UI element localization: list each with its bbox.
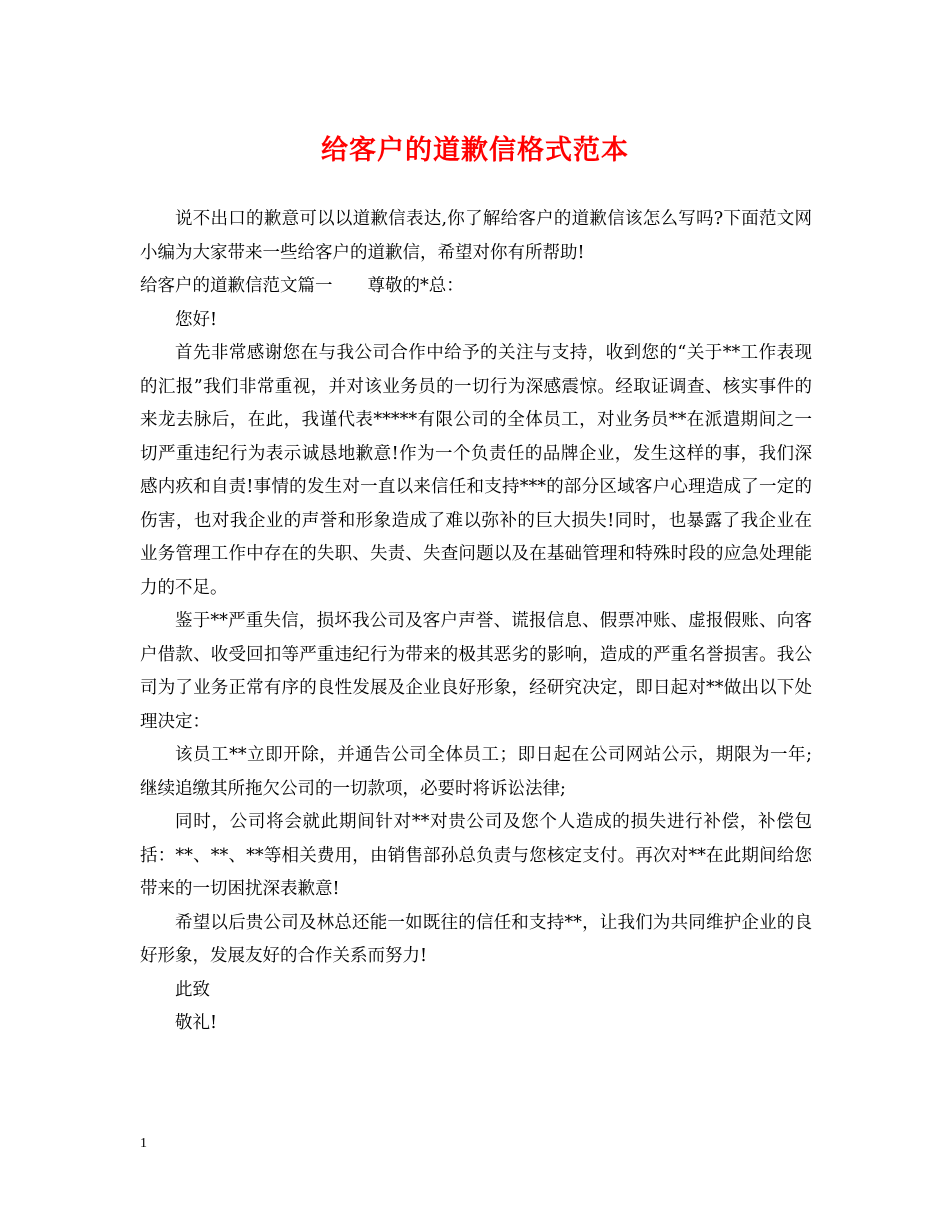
- document-title: 给客户的道歉信格式范本: [321, 135, 629, 166]
- letter-heading-line: 给客户的道歉信范文篇一 尊敬的*总：: [140, 276, 464, 296]
- salutation-line: 敬礼!: [175, 1013, 218, 1033]
- greeting-line: 您好!: [175, 309, 218, 330]
- document-body: [140, 203, 812, 1041]
- page-number: 1: [140, 1136, 147, 1151]
- body-paragraph: 希望以后贵公司及林总还能一如既往的信任和支持**，让我们为共同维护企业的良好形象，发展友好的合作关系而努力!: [140, 912, 812, 966]
- body-paragraph: 首先非常感谢您在与我公司合作中给予的关注与支持，收到您的“关于**工作表现的汇报”我们非常重视，并对该业务员的一切行为深感震惊。经取证调查、核实事件的来龙去脉后，在此，我谨代表*****有限公司的全体员工，对业务员**在派遣期间之一切严重违纪行为表示诚恳地歉意!作为一个负责任的品牌企业，发生这样的事，我们深感内疚和自责!事情的发生对一直以来信任和支持***的部分区域客户心理造成了一定的伤害，也对我企业的声誉和形象造成了难以弥补的巨大损失!同时，也暴露了我企业在业务管理工作中存在的失职、失责、失查问题以及在基础管理和特殊时段的应急处理能力的不足。: [140, 343, 812, 598]
- body-paragraph: 该员工**立即开除，并通告公司全体员工；即日起在公司网站公示，期限为一年; 继续追缴其所拖欠公司的一切款项，必要时将诉讼法律;: [140, 745, 812, 799]
- closing-line: 此致: [175, 979, 210, 1000]
- body-paragraph: 同时，公司将会就此期间针对**对贵公司及您个人造成的损失进行补偿，补偿包括：**、**、**等相关费用，由销售部孙总负责与您核定支付。再次对**在此期间给您带来的一切困扰深表歉意!: [140, 812, 812, 899]
- body-paragraph: 鉴于**严重失信，损坏我公司及客户声誉、谎报信息、假票冲账、虚报假账、向客户借款、收受回扣等严重违纪行为带来的极其恶劣的影响，造成的严重名誉损害。我公司为了业务正常有序的良性发展及企业良好形象，经研究决定，即日起对**做出以下处理决定：: [140, 611, 812, 732]
- intro-paragraph: 说不出口的歉意可以以道歉信表达,你了解给客户的道歉信该怎么写吗?下面范文网小编为大家带来一些给客户的道歉信，希望对你有所帮助!: [140, 209, 812, 263]
